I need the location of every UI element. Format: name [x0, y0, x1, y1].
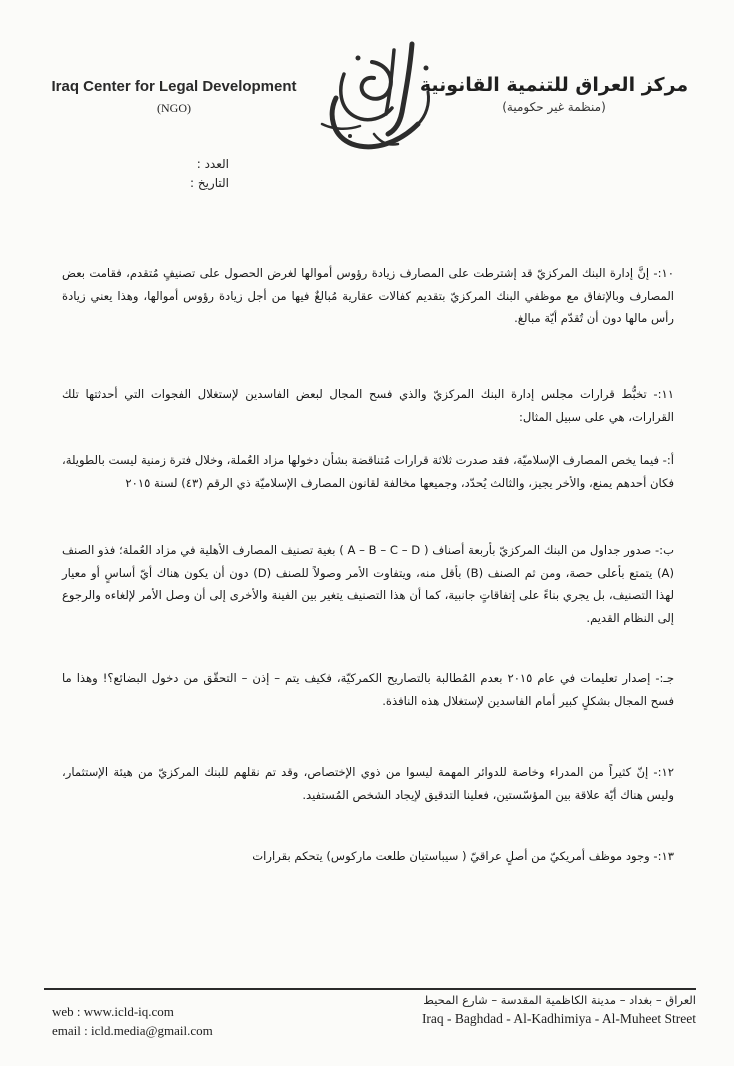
paragraph-11-c: جـ:- إصدار تعليمات في عام ٢٠١٥ بعدم المُطالبة بالتصاريح الكمركيّة، فكيف يتم – إذن – التحقّق من دخول البضائع؟! وهذا ما فسح المجال بشكلٍ كبير أمام الفاسدين لإستغلال هذه النافذة.	[62, 671, 674, 708]
org-name-english: Iraq Center for Legal Development	[51, 78, 297, 95]
reference-block	[109, 155, 229, 193]
footer-divider	[44, 988, 696, 990]
ngo-label-english: (NGO)	[157, 101, 191, 115]
ngo-label-arabic: (منظمة غير حكومية)	[502, 100, 606, 114]
footer-web[interactable]: web : www.icld-iq.com	[52, 1004, 174, 1019]
paragraph-11-a: أ:- فيما يخص المصارف الإسلاميّة، فقد صدرت ثلاثة قرارات مُتناقضة بشأن دخولها مزاد العُملة، وخلال فترة زمنية ليست بالطويلة، فكان أحدهم يمنع، والأخر يجيز، والثالث يُحدّد، وجميعها مخالفة لقانون المصارف الإسلاميّة ذي الرقم (٤٣) لسنة ٢٠١٥	[62, 453, 674, 490]
reference-number-label: العدد :	[196, 157, 229, 171]
footer-address-english: Iraq - Baghdad - Al-Kadhimiya - Al-Muheet Street	[421, 1011, 696, 1026]
reference-date-label: التاريخ :	[189, 176, 229, 190]
footer-address	[422, 993, 696, 1027]
org-name-arabic: مركز العراق للتنمية القانونية	[419, 74, 689, 96]
footer-contact	[52, 1002, 213, 1040]
paragraph-11-b: ب:- صدور جداول من البنك المركزيّ بأربعة أصناف ( A – B – C – D ) بغية تصنيف المصارف الأهلية في مزاد العُملة؛ فذو الصنف (A) يتمتع بأعلى حصة، ومن ثم الصنف (B) بأقل منه، ويتفاوت الأمر وصولاً للصنف (D) دون أن يكون هناك أيّ أساسٍ أو معيار لهذا التصنيف، بل يجري بناءً على إتفاقاتٍ جانبية، كما أن هذا التصنيف يتغير بين الفينة والأخرى إلى أن وصل الأمر لإلغاءه والرجوع إلى النظام القديم.	[62, 543, 674, 625]
footer-email[interactable]: email : icld.media@gmail.com	[52, 1023, 213, 1038]
paragraph-10: ١٠:- إنَّ إدارة البنك المركزيّ قد إشترطت على المصارف زيادة رؤوس أموالها لغرض الحصول على تصنيفٍ مُتقدم، فقامت بعض المصارف وبالإتفاق مع موظفي البنك المركزيّ بتقديم كفالات عقارية مُبالغٌ فيها من أجل زيادة رؤوس أموالها، وهذا يعني زيادة رأس مالها دون أن تُقدّم أيّة مبالغ.	[62, 266, 674, 325]
paragraph-13: ١٣:- وجود موظف أمريكيّ من أصلٍ عراقيّ ( سيباستيان طلعت ماركوس) يتحكم بقرارات	[252, 849, 674, 863]
header-english	[44, 78, 304, 116]
footer-address-arabic: العراق – بغداد – مدينة الكاظمية المقدسة – شارع المحيط	[423, 993, 696, 1007]
paragraph-11: ١١:- تخبُّط قرارات مجلس إدارة البنك المركزيّ والذي فسح المجال لبعض الفاسدين لإستغلال الفجوات التي أحدثتها تلك القرارات، هي على سبيل المثال:	[62, 387, 674, 424]
paragraph-12: ١٢:- إنّ كثيراً من المدراء وخاصة للدوائر المهمة ليسوا من ذوي الإختصاص، وقد تم نقلهم للبنك المركزيّ من هيئة الإستثمار، وليس هناك أيّة علاقة بين المؤسّستين، فعلينا التدقيق لإيجاد الشخص المُستفيد.	[62, 765, 674, 802]
header-arabic	[404, 74, 704, 114]
